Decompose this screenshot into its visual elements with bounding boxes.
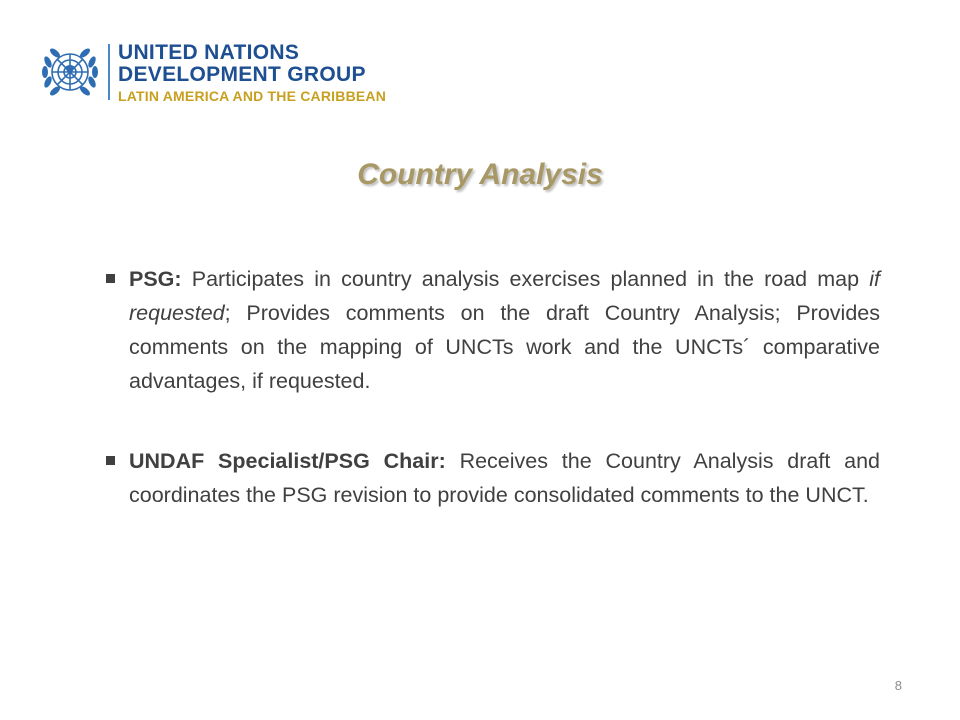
bullet-list bbox=[104, 262, 880, 512]
square-bullet-icon bbox=[106, 274, 115, 283]
org-name-line1: UNITED NATIONS bbox=[118, 40, 300, 64]
bullet-label: UNDAF Specialist/PSG Chair: bbox=[129, 449, 446, 473]
page-number: 8 bbox=[894, 678, 902, 693]
bullet-text: Receives the Country Analysis draft and coordinates the PSG revision to provide consolidated comments to the UNCT. bbox=[129, 449, 880, 507]
org-region: LATIN AMERICA AND THE CARIBBEAN bbox=[118, 87, 387, 104]
bullet-text: ; Provides comments on the draft Country Analysis; Provides comments on the mapping of UNCTs work and the UNCTs´ comparative advantages, if requested. bbox=[129, 301, 880, 393]
bullet-undaf-specialist bbox=[104, 444, 880, 512]
slide-title: Country Analysis bbox=[357, 158, 603, 191]
org-name-line2: DEVELOPMENT GROUP bbox=[118, 62, 366, 86]
header-divider bbox=[108, 44, 110, 100]
org-name bbox=[118, 42, 386, 103]
bullet-psg bbox=[104, 262, 880, 398]
bullet-text-italic: if requested bbox=[129, 267, 880, 325]
header bbox=[38, 40, 386, 104]
un-emblem-icon bbox=[38, 40, 102, 104]
bullet-text: Participates in country analysis exercises planned in the road map bbox=[181, 267, 870, 291]
square-bullet-icon bbox=[106, 456, 115, 465]
bullet-label: PSG: bbox=[129, 267, 182, 291]
